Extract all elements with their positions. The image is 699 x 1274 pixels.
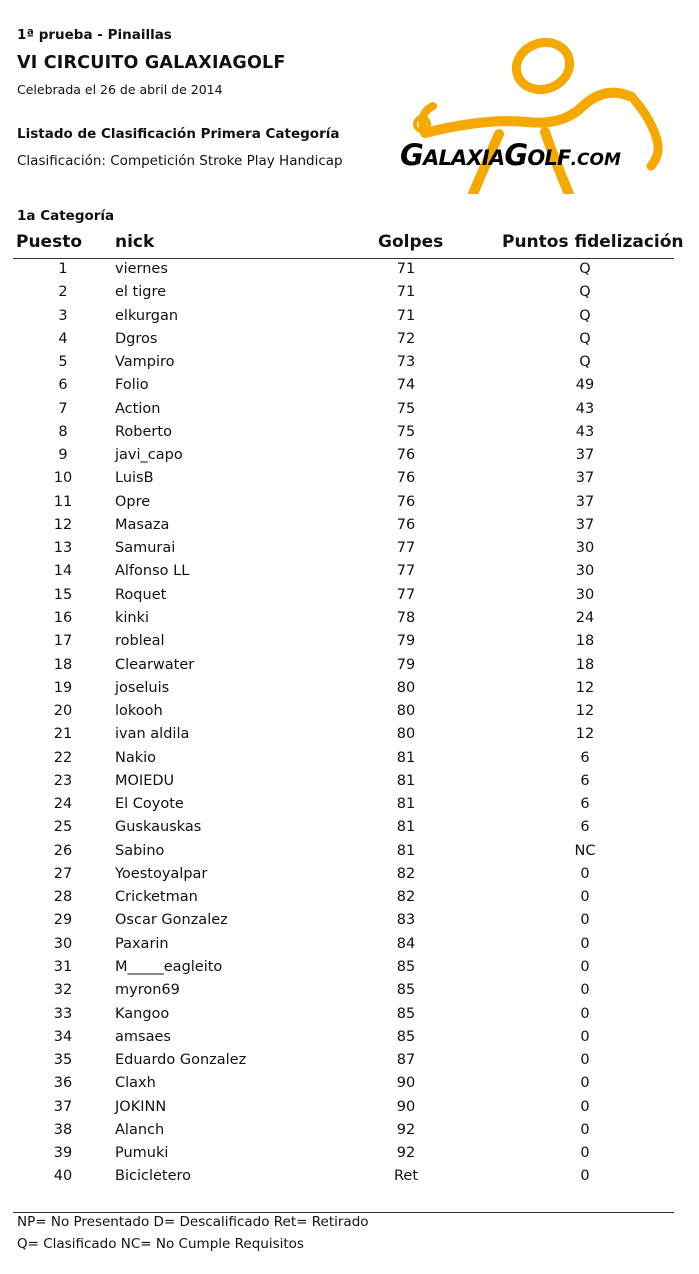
- listing-title: Listado de Clasificación Primera Categoría: [17, 126, 340, 142]
- cell-nick: Action: [115, 400, 161, 417]
- cell-position: 22: [53, 749, 73, 766]
- cell-position: 39: [53, 1145, 73, 1162]
- table-row: [0, 677, 699, 700]
- cell-nick: Folio: [115, 377, 149, 394]
- cell-position: 15: [53, 586, 73, 603]
- cell-position: 5: [58, 354, 68, 371]
- cell-nick: M_____eagleito: [115, 958, 223, 975]
- cell-points: 0: [580, 1121, 590, 1138]
- page-title: VI CIRCUITO GALAXIAGOLF: [17, 53, 286, 73]
- cell-points: 37: [575, 516, 595, 533]
- cell-position: 17: [53, 633, 73, 650]
- cell-points: 43: [575, 400, 595, 417]
- cell-nick: viernes: [115, 261, 168, 277]
- cell-strokes: 80: [396, 679, 416, 696]
- cell-points: 0: [580, 1145, 590, 1162]
- cell-points: NC: [574, 842, 596, 859]
- table-row: [0, 328, 699, 351]
- table-row: [0, 305, 699, 328]
- cell-strokes: 85: [396, 982, 416, 999]
- cell-nick: Kangoo: [115, 1005, 170, 1022]
- cell-strokes: Ret: [393, 1168, 419, 1185]
- column-header-nick: nick: [115, 232, 155, 252]
- cell-position: 40: [53, 1168, 73, 1185]
- table-row: [0, 770, 699, 793]
- table-row: [0, 933, 699, 956]
- cell-strokes: 92: [396, 1145, 416, 1162]
- cell-points: 24: [575, 609, 595, 626]
- legend-line-1: NP= No Presentado D= Descalificado Ret= Retirado: [17, 1214, 369, 1230]
- cell-points: 0: [580, 982, 590, 999]
- cell-nick: Samurai: [115, 540, 176, 557]
- cell-points: 0: [580, 865, 590, 882]
- cell-strokes: 71: [396, 261, 416, 277]
- cell-points: 0: [580, 1168, 590, 1185]
- event-subtitle: 1ª prueba - Pinaillas: [17, 27, 172, 43]
- cell-strokes: 77: [396, 586, 416, 603]
- cell-strokes: 80: [396, 726, 416, 743]
- cell-position: 35: [53, 1052, 73, 1069]
- table-row: [0, 258, 699, 281]
- cell-strokes: 81: [396, 842, 416, 859]
- cell-strokes: 78: [396, 609, 416, 626]
- cell-strokes: 81: [396, 749, 416, 766]
- event-date: Celebrada el 26 de abril de 2014: [17, 82, 223, 97]
- cell-points: Q: [579, 354, 591, 371]
- cell-strokes: 73: [396, 354, 416, 371]
- table-row: [0, 1142, 699, 1165]
- table-row: [0, 514, 699, 537]
- category-label: 1a Categoría: [17, 208, 115, 224]
- cell-nick: lokooh: [115, 703, 163, 720]
- cell-points: Q: [579, 261, 591, 277]
- cell-strokes: 90: [396, 1098, 416, 1115]
- cell-position: 30: [53, 935, 73, 952]
- cell-points: 0: [580, 958, 590, 975]
- cell-nick: Masaza: [115, 516, 170, 533]
- cell-strokes: 80: [396, 703, 416, 720]
- table-row: [0, 747, 699, 770]
- cell-points: 0: [580, 1098, 590, 1115]
- cell-strokes: 81: [396, 772, 416, 789]
- cell-strokes: 92: [396, 1121, 416, 1138]
- column-header-strokes: Golpes: [378, 232, 444, 252]
- cell-points: 18: [575, 633, 595, 650]
- table-row: [0, 630, 699, 653]
- table-row: [0, 1165, 699, 1188]
- cell-position: 4: [58, 330, 68, 347]
- cell-position: 37: [53, 1098, 73, 1115]
- cell-strokes: 79: [396, 633, 416, 650]
- cell-points: 0: [580, 935, 590, 952]
- cell-position: 33: [53, 1005, 73, 1022]
- cell-points: 12: [575, 726, 595, 743]
- cell-position: 7: [58, 400, 68, 417]
- cell-strokes: 79: [396, 656, 416, 673]
- table-row: [0, 654, 699, 677]
- cell-position: 20: [53, 703, 73, 720]
- cell-points: 0: [580, 912, 590, 929]
- cell-strokes: 77: [396, 540, 416, 557]
- column-header-points: Puntos fidelización: [502, 232, 684, 252]
- cell-points: 12: [575, 679, 595, 696]
- table-row: [0, 1119, 699, 1142]
- cell-nick: Sabino: [115, 842, 165, 859]
- cell-points: 30: [575, 563, 595, 580]
- cell-position: 28: [53, 889, 73, 906]
- cell-strokes: 81: [396, 819, 416, 836]
- footer-divider: [13, 1212, 674, 1213]
- cell-strokes: 85: [396, 1028, 416, 1045]
- cell-points: 37: [575, 470, 595, 487]
- cell-position: 27: [53, 865, 73, 882]
- cell-strokes: 76: [396, 470, 416, 487]
- cell-position: 9: [58, 447, 68, 464]
- table-row: [0, 491, 699, 514]
- table-row: [0, 1096, 699, 1119]
- cell-nick: Eduardo Gonzalez: [115, 1052, 247, 1069]
- cell-nick: Clearwater: [115, 656, 195, 673]
- cell-points: 6: [580, 749, 590, 766]
- cell-points: 49: [575, 377, 595, 394]
- cell-position: 14: [53, 563, 73, 580]
- cell-points: 18: [575, 656, 595, 673]
- cell-nick: Roquet: [115, 586, 167, 603]
- cell-position: 31: [53, 958, 73, 975]
- cell-strokes: 75: [396, 423, 416, 440]
- cell-nick: amsaes: [115, 1028, 171, 1045]
- cell-nick: ivan aldila: [115, 726, 190, 743]
- cell-strokes: 90: [396, 1075, 416, 1092]
- cell-points: 43: [575, 423, 595, 440]
- table-row: [0, 700, 699, 723]
- cell-strokes: 76: [396, 516, 416, 533]
- cell-nick: Pumuki: [115, 1145, 169, 1162]
- results-table: [0, 258, 699, 1189]
- cell-nick: robleal: [115, 633, 165, 650]
- cell-points: 0: [580, 1052, 590, 1069]
- cell-strokes: 82: [396, 889, 416, 906]
- brand-logo-text: GALAXIAGOLF.COM: [400, 138, 621, 172]
- table-row: [0, 444, 699, 467]
- cell-points: 30: [575, 586, 595, 603]
- cell-position: 1: [58, 261, 68, 277]
- cell-nick: JOKINN: [115, 1098, 167, 1115]
- cell-nick: LuisB: [115, 470, 154, 487]
- cell-strokes: 76: [396, 493, 416, 510]
- cell-position: 12: [53, 516, 73, 533]
- cell-points: 6: [580, 796, 590, 813]
- cell-nick: Opre: [115, 493, 151, 510]
- cell-points: Q: [579, 307, 591, 324]
- table-row: [0, 793, 699, 816]
- table-row: [0, 374, 699, 397]
- table-row: [0, 956, 699, 979]
- table-row: [0, 421, 699, 444]
- cell-nick: Yoestoyalpar: [115, 865, 208, 882]
- cell-position: 23: [53, 772, 73, 789]
- table-row: [0, 863, 699, 886]
- table-row: [0, 560, 699, 583]
- cell-strokes: 87: [396, 1052, 416, 1069]
- cell-nick: joseluis: [115, 679, 170, 696]
- cell-strokes: 77: [396, 563, 416, 580]
- table-row: [0, 1026, 699, 1049]
- table-row: [0, 467, 699, 490]
- table-row: [0, 281, 699, 304]
- cell-nick: Guskauskas: [115, 819, 202, 836]
- cell-nick: Alfonso LL: [115, 563, 190, 580]
- cell-nick: javi_capo: [115, 447, 183, 464]
- cell-strokes: 85: [396, 958, 416, 975]
- cell-points: 37: [575, 447, 595, 464]
- cell-position: 13: [53, 540, 73, 557]
- cell-points: Q: [579, 330, 591, 347]
- cell-nick: MOIEDU: [115, 772, 175, 789]
- table-row: [0, 1003, 699, 1026]
- table-row: [0, 1049, 699, 1072]
- cell-points: 0: [580, 889, 590, 906]
- cell-nick: Paxarin: [115, 935, 169, 952]
- cell-position: 16: [53, 609, 73, 626]
- cell-points: 0: [580, 1075, 590, 1092]
- cell-strokes: 71: [396, 284, 416, 301]
- cell-position: 29: [53, 912, 73, 929]
- cell-position: 8: [58, 423, 68, 440]
- cell-nick: Cricketman: [115, 889, 198, 906]
- table-row: [0, 584, 699, 607]
- table-row: [0, 607, 699, 630]
- brand-name: [0, 0, 1, 1]
- cell-points: 6: [580, 772, 590, 789]
- cell-position: 6: [58, 377, 68, 394]
- cell-strokes: 71: [396, 307, 416, 324]
- cell-strokes: 76: [396, 447, 416, 464]
- cell-position: 26: [53, 842, 73, 859]
- cell-position: 10: [53, 470, 73, 487]
- cell-position: 24: [53, 796, 73, 813]
- cell-position: 25: [53, 819, 73, 836]
- table-row: [0, 840, 699, 863]
- table-row: [0, 537, 699, 560]
- cell-position: 18: [53, 656, 73, 673]
- cell-nick: Claxh: [115, 1075, 156, 1092]
- cell-points: 30: [575, 540, 595, 557]
- table-row: [0, 723, 699, 746]
- cell-points: 0: [580, 1028, 590, 1045]
- cell-nick: myron69: [115, 982, 180, 999]
- cell-points: 12: [575, 703, 595, 720]
- table-row: [0, 398, 699, 421]
- cell-nick: El Coyote: [115, 796, 184, 813]
- classification-type: Clasificación: Competición Stroke Play Handicap: [17, 153, 343, 169]
- table-row: [0, 909, 699, 932]
- cell-position: 19: [53, 679, 73, 696]
- cell-strokes: 72: [396, 330, 416, 347]
- cell-strokes: 82: [396, 865, 416, 882]
- cell-position: 21: [53, 726, 73, 743]
- cell-position: 36: [53, 1075, 73, 1092]
- cell-position: 32: [53, 982, 73, 999]
- cell-nick: kinki: [115, 609, 150, 626]
- table-row: [0, 351, 699, 374]
- table-row: [0, 816, 699, 839]
- cell-nick: Bicicletero: [115, 1168, 192, 1185]
- cell-nick: Alanch: [115, 1121, 165, 1138]
- column-header-position: Puesto: [16, 232, 83, 252]
- cell-nick: Roberto: [115, 423, 172, 440]
- cell-position: 2: [58, 284, 68, 301]
- table-row: [0, 979, 699, 1002]
- cell-position: 11: [53, 493, 73, 510]
- cell-nick: Dgros: [115, 330, 158, 347]
- table-row: [0, 1072, 699, 1095]
- cell-points: 0: [580, 1005, 590, 1022]
- cell-nick: Oscar Gonzalez: [115, 912, 228, 929]
- cell-strokes: 83: [396, 912, 416, 929]
- cell-position: 3: [58, 307, 68, 324]
- cell-nick: Vampiro: [115, 354, 175, 371]
- cell-strokes: 75: [396, 400, 416, 417]
- cell-strokes: 74: [396, 377, 416, 394]
- cell-nick: elkurgan: [115, 307, 179, 324]
- cell-points: Q: [579, 284, 591, 301]
- cell-strokes: 84: [396, 935, 416, 952]
- cell-nick: el tigre: [115, 284, 167, 301]
- table-row: [0, 886, 699, 909]
- cell-position: 38: [53, 1121, 73, 1138]
- cell-position: 34: [53, 1028, 73, 1045]
- cell-nick: Nakio: [115, 749, 157, 766]
- cell-strokes: 81: [396, 796, 416, 813]
- cell-strokes: 85: [396, 1005, 416, 1022]
- cell-points: 6: [580, 819, 590, 836]
- legend-line-2: Q= Clasificado NC= No Cumple Requisitos: [17, 1236, 304, 1252]
- cell-points: 37: [575, 493, 595, 510]
